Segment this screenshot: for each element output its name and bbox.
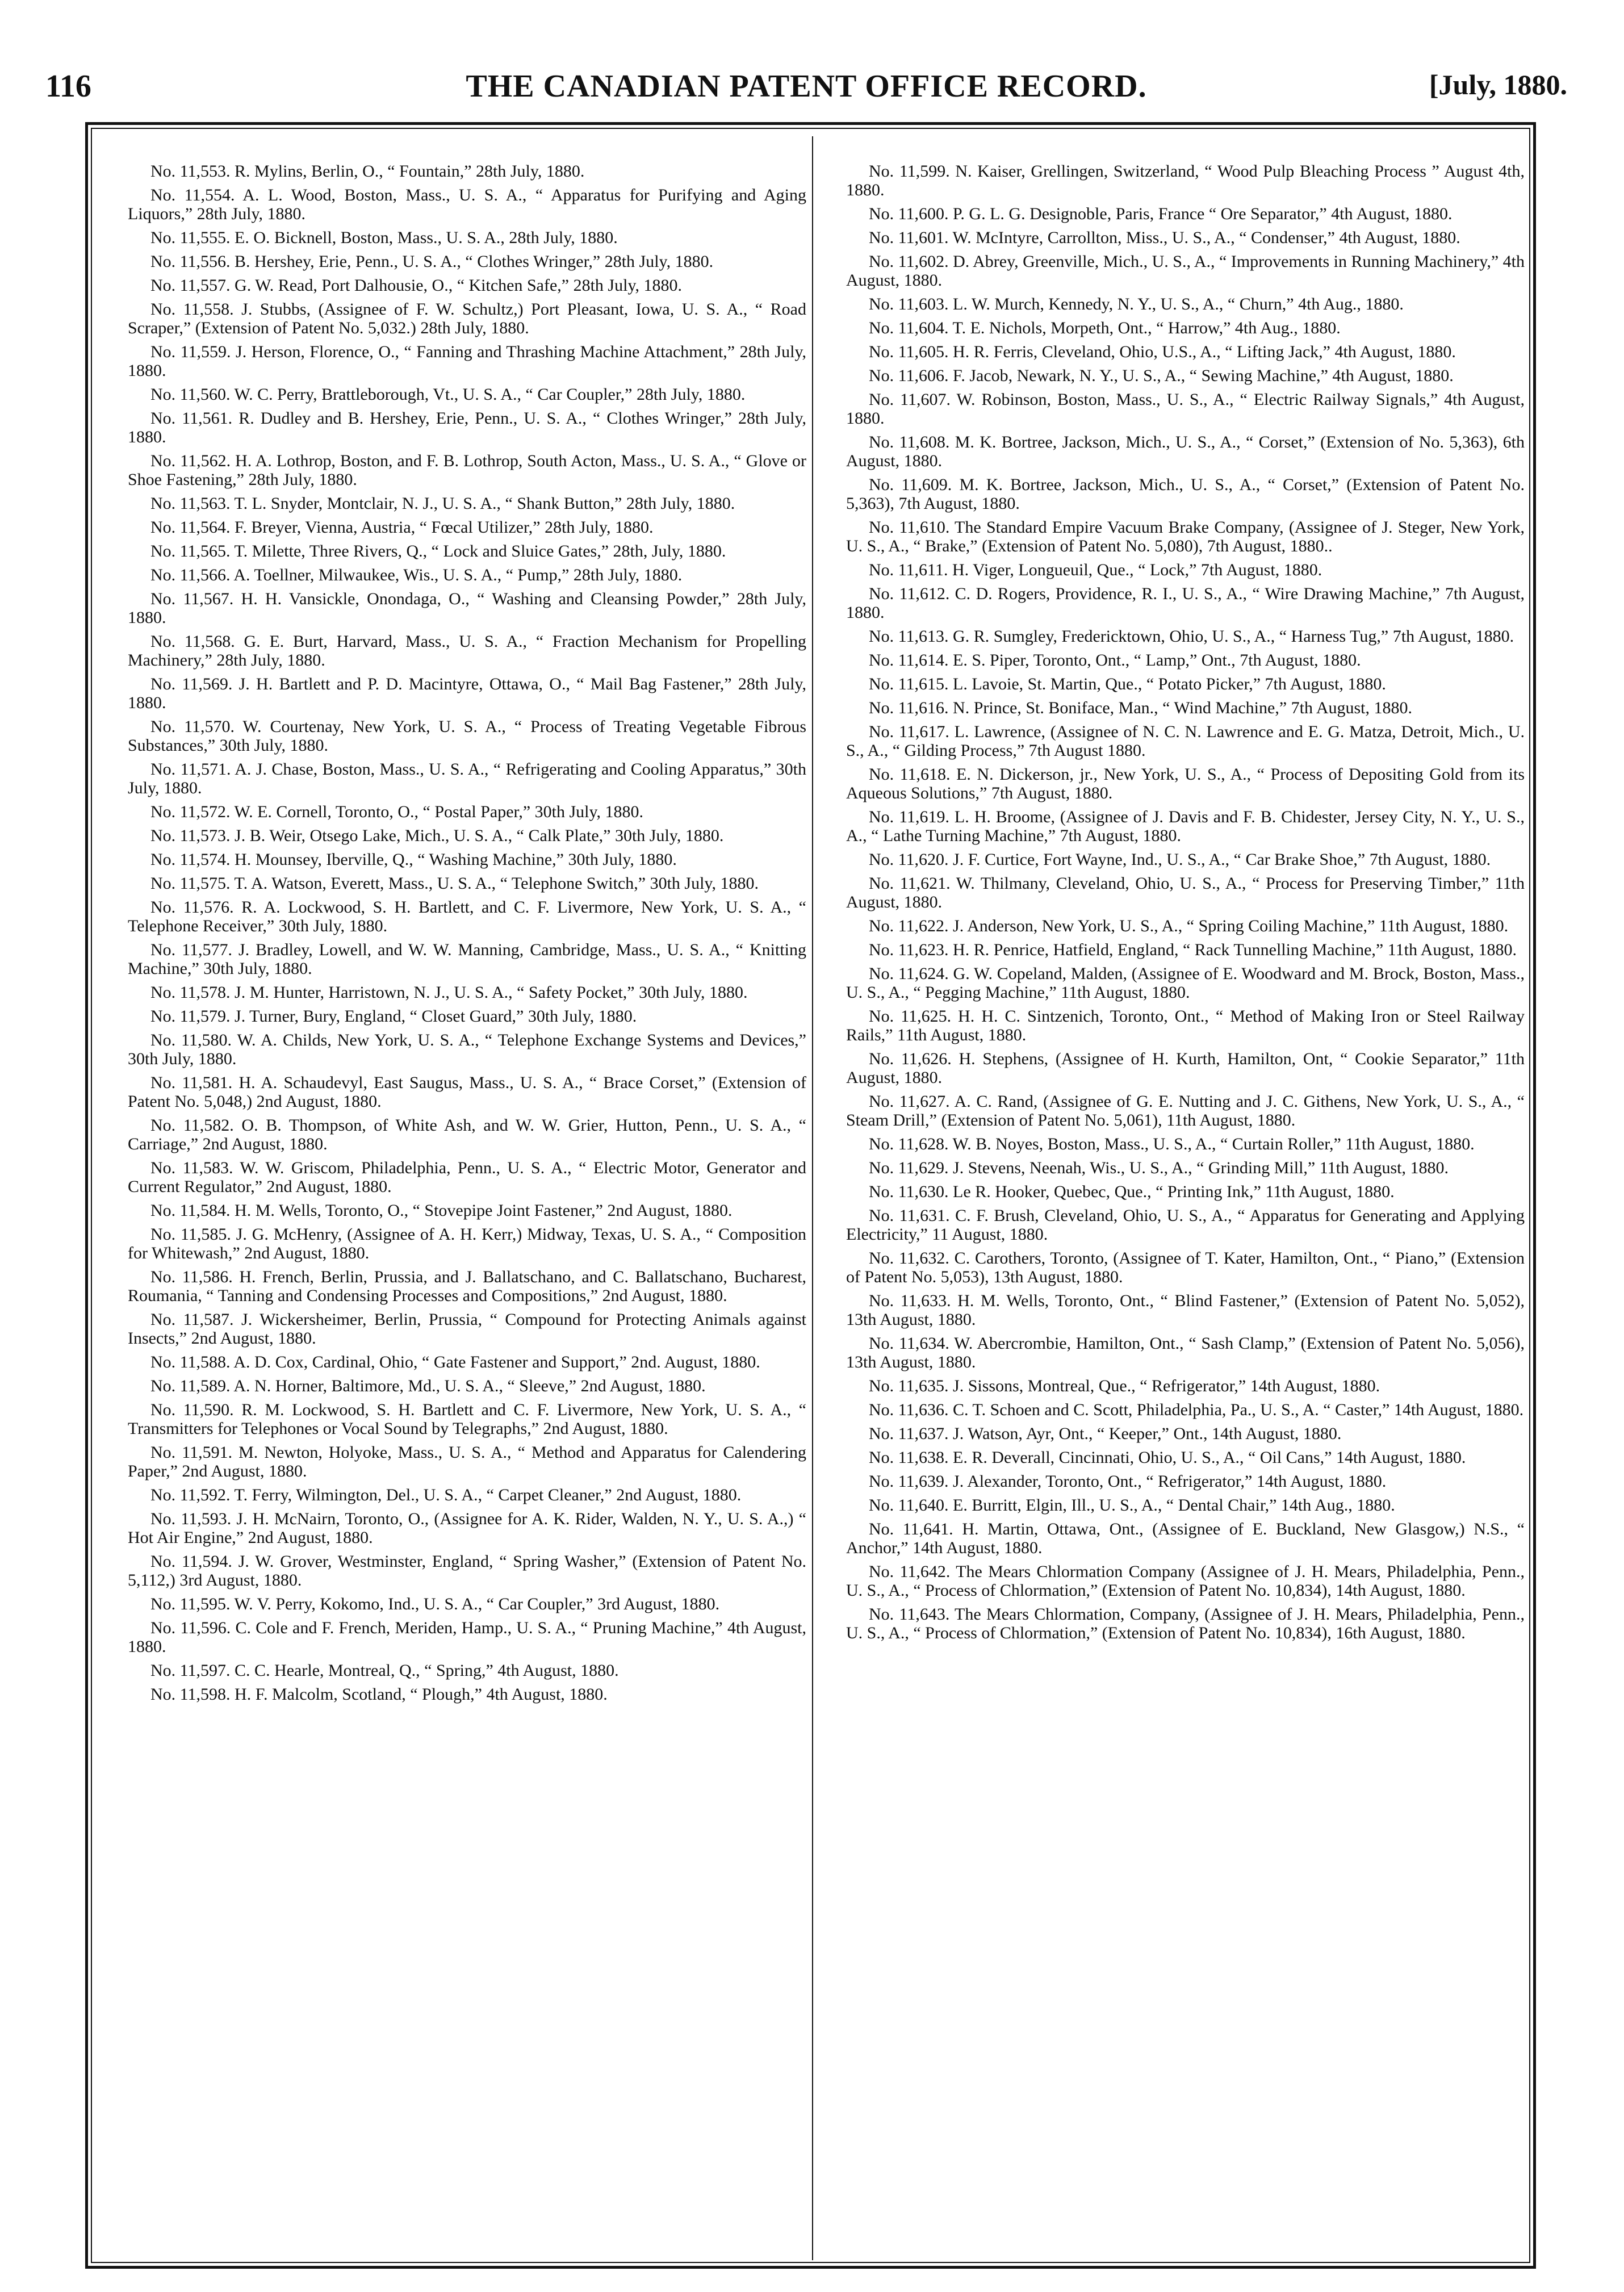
patent-entry: No. 11,583. W. W. Griscom, Philadelphia, Penn., U. S. A., “ Electric Motor, Generator and Current Regulator,” 2nd August, 1880. (128, 1158, 806, 1196)
patent-entry: No. 11,596. C. Cole and F. French, Meriden, Hamp., U. S. A., “ Pruning Machine,” 4th August, 1880. (128, 1618, 806, 1656)
patent-entry: No. 11,599. N. Kaiser, Grellingen, Switzerland, “ Wood Pulp Bleaching Process ” August 4th, 1880. (846, 162, 1525, 199)
patent-entry: No. 11,635. J. Sissons, Montreal, Que., “ Refrigerator,” 14th August, 1880. (869, 1377, 1380, 1395)
patent-entry: No. 11,581. H. A. Schaudevyl, East Saugus, Mass., U. S. A., “ Brace Corset,” (Extension of Patent No. 5,048,) 2nd August, 1880. (128, 1073, 806, 1111)
patent-entry: No. 11,617. L. Lawrence, (Assignee of N. C. N. Lawrence and E. G. Matza, Detroit, Mich., U. S., A., “ Gilding Process,” 7th August 1880. (846, 722, 1525, 760)
patent-entry: No. 11,562. H. A. Lothrop, Boston, and F. B. Lothrop, South Acton, Mass., U. S. A., “ Glove or Shoe Fastening,” 28th July, 1880. (128, 451, 806, 489)
patent-entry: No. 11,591. M. Newton, Holyoke, Mass., U. S. A., “ Method and Apparatus for Calendering Paper,” 2nd August, 1880. (128, 1443, 806, 1480)
right-column (846, 162, 1525, 2263)
patent-entry: No. 11,567. H. H. Vansickle, Onondaga, O., “ Washing and Cleansing Powder,” 28th July, 1880. (128, 589, 806, 627)
patent-entry: No. 11,636. C. T. Schoen and C. Scott, Philadelphia, Pa., U. S., A. “ Caster,” 14th August, 1880. (869, 1400, 1524, 1419)
patent-entry: No. 11,556. B. Hershey, Erie, Penn., U. S. A., “ Clothes Wringer,” 28th July, 1880. (150, 252, 714, 271)
patent-entry: No. 11,557. G. W. Read, Port Dalhousie, O., “ Kitchen Safe,” 28th July, 1880. (150, 276, 682, 295)
patent-entry: No. 11,634. W. Abercrombie, Hamilton, Ont., “ Sash Clamp,” (Extension of Patent No. 5,056), 13th August, 1880. (846, 1334, 1525, 1371)
patent-entry: No. 11,643. The Mears Chlormation, Company, (Assignee of J. H. Mears, Philadelphia, Penn., U. S., A., “ Process of Chlormation,” (Extension of Patent No. 10,834), 16th August, 1880. (846, 1605, 1525, 1642)
patent-entry: No. 11,606. F. Jacob, Newark, N. Y., U. S., A., “ Sewing Machine,” 4th August, 1880. (869, 366, 1454, 385)
patent-entry: No. 11,588. A. D. Cox, Cardinal, Ohio, “ Gate Fastener and Support,” 2nd. August, 1880. (150, 1353, 760, 1371)
patent-entry: No. 11,564. F. Breyer, Vienna, Austria, “ Fœcal Utilizer,” 28th July, 1880. (150, 518, 654, 537)
patent-entry: No. 11,589. A. N. Horner, Baltimore, Md., U. S. A., “ Sleeve,” 2nd August, 1880. (150, 1377, 706, 1395)
patent-entry: No. 11,569. J. H. Bartlett and P. D. Macintyre, Ottawa, O., “ Mail Bag Fastener,” 28th July, 1880. (128, 675, 806, 712)
patent-entry: No. 11,640. E. Burritt, Elgin, Ill., U. S., A., “ Dental Chair,” 14th Aug., 1880. (869, 1496, 1395, 1515)
patent-entry: No. 11,613. G. R. Sumgley, Fredericktown, Ohio, U. S., A., “ Harness Tug,” 7th August, 1880. (869, 627, 1514, 646)
patent-entry: No. 11,630. Le R. Hooker, Quebec, Que., “ Printing Ink,” 11th August, 1880. (869, 1182, 1395, 1201)
patent-entry: No. 11,622. J. Anderson, New York, U. S., A., “ Spring Coiling Machine,” 11th August, 1880. (869, 917, 1509, 935)
patent-entry: No. 11,603. L. W. Murch, Kennedy, N. Y., U. S., A., “ Churn,” 4th Aug., 1880. (869, 295, 1404, 313)
patent-entry: No. 11,580. W. A. Childs, New York, U. S. A., “ Telephone Exchange Systems and Devices,” 30th July, 1880. (128, 1031, 806, 1068)
patent-entry: No. 11,626. H. Stephens, (Assignee of H. Kurth, Hamilton, Ont, “ Cookie Separator,” 11th August, 1880. (846, 1049, 1525, 1087)
patent-entry: No. 11,555. E. O. Bicknell, Boston, Mass., U. S. A., 28th July, 1880. (150, 228, 618, 247)
patent-entry: No. 11,642. The Mears Chlormation Company (Assignee of J. H. Mears, Philadelphia, Penn., U. S., A., “ Process of Chlormation,” (Extension of Patent No. 10,834), 14th August, 1880. (846, 1562, 1525, 1600)
patent-entry: No. 11,608. M. K. Bortree, Jackson, Mich., U. S., A., “ Corset,” (Extension of No. 5,363), 6th August, 1880. (846, 433, 1525, 470)
patent-entry: No. 11,560. W. C. Perry, Brattleborough, Vt., U. S. A., “ Car Coupler,” 28th July, 1880. (150, 385, 746, 404)
patent-entry: No. 11,615. L. Lavoie, St. Martin, Que., “ Potato Picker,” 7th August, 1880. (869, 675, 1386, 693)
patent-entry: No. 11,565. T. Milette, Three Rivers, Q., “ Lock and Sluice Gates,” 28th, July, 1880. (150, 542, 726, 561)
patent-entry: No. 11,601. W. McIntyre, Carrollton, Miss., U. S., A., “ Condenser,” 4th August, 1880. (869, 228, 1460, 247)
patent-entry: No. 11,625. H. H. C. Sintzenich, Toronto, Ont., “ Method of Making Iron or Steel Railway Rails,” 11th August, 1880. (846, 1007, 1525, 1044)
patent-entry: No. 11,620. J. F. Curtice, Fort Wayne, Ind., U. S., A., “ Car Brake Shoe,” 7th August, 1880. (869, 850, 1491, 869)
patent-entry: No. 11,609. M. K. Bortree, Jackson, Mich., U. S., A., “ Corset,” (Extension of Patent No. 5,363), 7th August, 1880. (846, 475, 1525, 513)
page-number: 116 (45, 69, 91, 104)
patent-entry: No. 11,558. J. Stubbs, (Assignee of F. W. Schultz,) Port Pleasant, Iowa, U. S. A., “ Road Scraper,” (Extension of Patent No. 5,032.) 28th July, 1880. (128, 300, 806, 337)
patent-entry: No. 11,627. A. C. Rand, (Assignee of G. E. Nutting and J. C. Githens, New York, U. S., A., “ Steam Drill,” (Extension of Patent No. 5,061), 11th August, 1880. (846, 1092, 1525, 1130)
patent-entry: No. 11,590. R. M. Lockwood, S. H. Bartlett and C. F. Livermore, New York, U. S. A., “ Transmitters for Telephones or Vocal Sound by Telegraphs,” 2nd August, 1880. (128, 1400, 806, 1438)
patent-entry: No. 11,614. E. S. Piper, Toronto, Ont., “ Lamp,” Ont., 7th August, 1880. (869, 651, 1361, 670)
patent-entry: No. 11,594. J. W. Grover, Westminster, England, “ Spring Washer,” (Extension of Patent No. 5,112,) 3rd August, 1880. (128, 1552, 806, 1590)
patent-entry: No. 11,566. A. Toellner, Milwaukee, Wis., U. S. A., “ Pump,” 28th July, 1880. (150, 566, 683, 584)
patent-entry: No. 11,598. H. F. Malcolm, Scotland, “ Plough,” 4th August, 1880. (150, 1685, 608, 1704)
patent-entry: No. 11,579. J. Turner, Bury, England, “ Closet Guard,” 30th July, 1880. (150, 1007, 637, 1026)
patent-entry: No. 11,553. R. Mylins, Berlin, O., “ Fountain,” 28th July, 1880. (150, 162, 585, 181)
page-header (45, 68, 1567, 114)
patent-entry: No. 11,633. H. M. Wells, Toronto, Ont., “ Blind Fastener,” (Extension of Patent No. 5,052), 13th August, 1880. (846, 1291, 1525, 1329)
patent-entry: No. 11,597. C. C. Hearle, Montreal, Q., “ Spring,” 4th August, 1880. (150, 1661, 619, 1680)
patent-entry: No. 11,629. J. Stevens, Neenah, Wis., U. S., A., “ Grinding Mill,” 11th August, 1880. (869, 1158, 1449, 1177)
patent-entry: No. 11,573. J. B. Weir, Otsego Lake, Mich., U. S. A., “ Calk Plate,” 30th July, 1880. (150, 826, 724, 845)
patent-entry: No. 11,631. C. F. Brush, Cleveland, Ohio, U. S., A., “ Apparatus for Generating and Applying Electricity,” 11 August, 1880. (846, 1206, 1525, 1244)
patent-entry: No. 11,604. T. E. Nichols, Morpeth, Ont., “ Harrow,” 4th Aug., 1880. (869, 319, 1341, 337)
patent-entry: No. 11,574. H. Mounsey, Iberville, Q., “ Washing Machine,” 30th July, 1880. (150, 850, 677, 869)
patent-entry: No. 11,619. L. H. Broome, (Assignee of J. Davis and F. B. Chidester, Jersey City, N. Y., U. S., A., “ Lathe Turning Machine,” 7th August, 1880. (846, 808, 1525, 845)
patent-entry: No. 11,559. J. Herson, Florence, O., “ Fanning and Thrashing Machine Attachment,” 28th July, 1880. (128, 342, 806, 380)
patent-entry: No. 11,632. C. Carothers, Toronto, (Assignee of T. Kater, Hamilton, Ont., “ Piano,” (Extension of Patent No. 5,053), 13th August, 1880. (846, 1249, 1525, 1286)
patent-entry: No. 11,618. E. N. Dickerson, jr., New York, U. S., A., “ Process of Depositing Gold from its Aqueous Solutions,” 7th August, 1880. (846, 765, 1525, 802)
patent-entry: No. 11,576. R. A. Lockwood, S. H. Bartlett, and C. F. Livermore, New York, U. S. A., “ Telephone Receiver,” 30th July, 1880. (128, 898, 806, 935)
issue-date: [July, 1880. (1429, 69, 1567, 101)
patent-entry: No. 11,592. T. Ferry, Wilmington, Del., U. S. A., “ Carpet Cleaner,” 2nd August, 1880. (150, 1486, 742, 1504)
patent-entry: No. 11,575. T. A. Watson, Everett, Mass., U. S. A., “ Telephone Switch,” 30th July, 1880. (150, 874, 759, 893)
patent-entry: No. 11,612. C. D. Rogers, Providence, R. I., U. S., A., “ Wire Drawing Machine,” 7th August, 1880. (846, 584, 1525, 622)
patent-entry: No. 11,584. H. M. Wells, Toronto, O., “ Stovepipe Joint Fastener,” 2nd August, 1880. (150, 1201, 733, 1220)
patent-entry: No. 11,572. W. E. Cornell, Toronto, O., “ Postal Paper,” 30th July, 1880. (150, 802, 644, 821)
patent-entry: No. 11,595. W. V. Perry, Kokomo, Ind., U. S. A., “ Car Coupler,” 3rd August, 1880. (150, 1595, 720, 1613)
patent-entry: No. 11,610. The Standard Empire Vacuum Brake Company, (Assignee of J. Steger, New York, U. S., A., “ Brake,” (Extension of Patent No. 5,080), 7th August, 1880.. (846, 518, 1525, 555)
patent-entry: No. 11,578. J. M. Hunter, Harristown, N. J., U. S. A., “ Safety Pocket,” 30th July, 1880. (150, 983, 748, 1002)
patent-entry: No. 11,602. D. Abrey, Greenville, Mich., U. S., A., “ Improvements in Running Machinery,” 4th August, 1880. (846, 252, 1525, 290)
left-column (128, 162, 806, 2263)
patent-entry: No. 11,639. J. Alexander, Toronto, Ont., “ Refrigerator,” 14th August, 1880. (869, 1472, 1387, 1491)
patent-entry: No. 11,554. A. L. Wood, Boston, Mass., U. S. A., “ Apparatus for Purifying and Aging Liquors,” 28th July, 1880. (128, 186, 806, 223)
patent-entry: No. 11,641. H. Martin, Ottawa, Ont., (Assignee of E. Buckland, New Glasgow,) N.S., “ Anchor,” 14th August, 1880. (846, 1520, 1525, 1557)
patent-entry: No. 11,593. J. H. McNairn, Toronto, O., (Assignee for A. K. Rider, Walden, N. Y., U. S. A.,) “ Hot Air Engine,” 2nd August, 1880. (128, 1509, 806, 1547)
patent-entry: No. 11,561. R. Dudley and B. Hershey, Erie, Penn., U. S. A., “ Clothes Wringer,” 28th July, 1880. (128, 409, 806, 446)
patent-entry: No. 11,605. H. R. Ferris, Cleveland, Ohio, U.S., A., “ Lifting Jack,” 4th August, 1880. (869, 342, 1456, 361)
patent-entry: No. 11,600. P. G. L. G. Designoble, Paris, France “ Ore Separator,” 4th August, 1880. (869, 204, 1453, 223)
patent-entry: No. 11,611. H. Viger, Longueuil, Que., “ Lock,” 7th August, 1880. (869, 561, 1322, 579)
patent-entry: No. 11,628. W. B. Noyes, Boston, Mass., U. S., A., “ Curtain Roller,” 11th August, 1880. (869, 1135, 1475, 1153)
patent-entry: No. 11,568. G. E. Burt, Harvard, Mass., U. S. A., “ Fraction Mechanism for Propelling Machinery,” 28th July, 1880. (128, 632, 806, 670)
patent-entry: No. 11,585. J. G. McHenry, (Assignee of A. H. Kerr,) Midway, Texas, U. S. A., “ Composition for Whitewash,” 2nd August, 1880. (128, 1225, 806, 1262)
patent-entry: No. 11,582. O. B. Thompson, of White Ash, and W. W. Grier, Hutton, Penn., U. S. A., “ Carriage,” 2nd August, 1880. (128, 1116, 806, 1153)
patent-entry: No. 11,638. E. R. Deverall, Cincinnati, Ohio, U. S., A., “ Oil Cans,” 14th August, 1880. (869, 1448, 1466, 1467)
patent-entry: No. 11,563. T. L. Snyder, Montclair, N. J., U. S. A., “ Shank Button,” 28th July, 1880. (150, 494, 735, 513)
patent-entry: No. 11,621. W. Thilmany, Cleveland, Ohio, U. S., A., “ Process for Preserving Timber,” 11th August, 1880. (846, 874, 1525, 911)
patent-entry: No. 11,616. N. Prince, St. Boniface, Man., “ Wind Machine,” 7th August, 1880. (869, 699, 1412, 717)
patent-entry: No. 11,624. G. W. Copeland, Malden, (Assignee of E. Woodward and M. Brock, Boston, Mass., U. S., A., “ Pegging Machine,” 11th August, 1880. (846, 964, 1525, 1002)
page-title: THE CANADIAN PATENT OFFICE RECORD. (466, 69, 1147, 104)
patent-entry: No. 11,571. A. J. Chase, Boston, Mass., U. S. A., “ Refrigerating and Cooling Apparatus,” 30th July, 1880. (128, 760, 806, 797)
patent-entry: No. 11,623. H. R. Penrice, Hatfield, England, “ Rack Tunnelling Machine,” 11th August, 1880. (869, 940, 1517, 959)
patent-entry: No. 11,607. W. Robinson, Boston, Mass., U. S., A., “ Electric Railway Signals,” 4th August, 1880. (846, 390, 1525, 428)
column-divider (812, 136, 813, 2260)
patent-entry: No. 11,577. J. Bradley, Lowell, and W. W. Manning, Cambridge, Mass., U. S. A., “ Knitting Machine,” 30th July, 1880. (128, 940, 806, 978)
patent-entry: No. 11,586. H. French, Berlin, Prussia, and J. Ballatschano, and C. Ballatschano, Bucharest, Roumania, “ Tanning and Condensing Processes and Compositions,” 2nd August, 1880. (128, 1268, 806, 1305)
patent-entry: No. 11,637. J. Watson, Ayr, Ont., “ Keeper,” Ont., 14th August, 1880. (869, 1424, 1342, 1443)
patent-entry: No. 11,587. J. Wickersheimer, Berlin, Prussia, “ Compound for Protecting Animals against Insects,” 2nd August, 1880. (128, 1310, 806, 1348)
patent-entry: No. 11,570. W. Courtenay, New York, U. S. A., “ Process of Treating Vegetable Fibrous Substances,” 30th July, 1880. (128, 717, 806, 755)
